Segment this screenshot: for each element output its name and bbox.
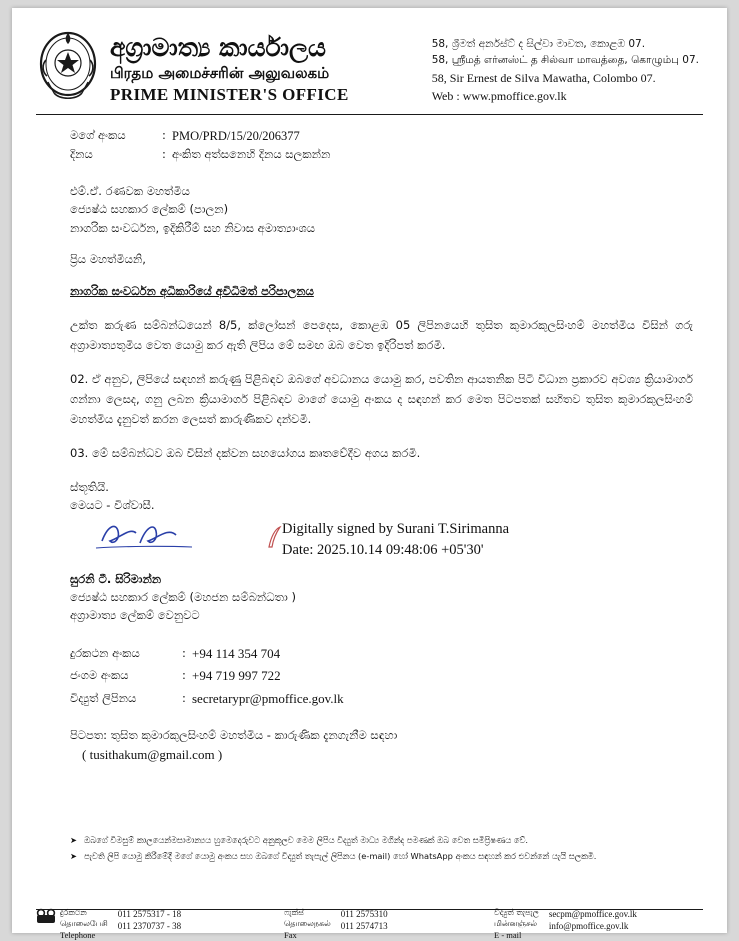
carbon-copy-block: [70, 727, 693, 765]
footer-label-sinhala: විද්‍යුත් තැපැල: [494, 908, 539, 917]
contact-label: ජංගම අංකය: [70, 668, 129, 683]
org-name-sinhala: අග්‍රාමාත්‍ය කාර්යාලය: [110, 33, 327, 62]
addressee-line-2: ජ්‍යෙෂ්ඨ සහකාර ලේකම් (පාලන): [70, 202, 229, 217]
thanks-line: ස්තූතියි.: [70, 480, 109, 495]
contact-colon: :: [182, 691, 186, 706]
date-colon: :: [162, 147, 166, 162]
footnotes: [70, 834, 693, 867]
footer-value: 011 2370737 - 38: [117, 921, 182, 932]
footer-telephone-block: [36, 908, 284, 941]
letterhead: [12, 8, 727, 106]
office-address: [432, 30, 703, 106]
reference-colon: :: [162, 127, 166, 142]
organisation-names: [110, 30, 349, 105]
reference-row: [70, 127, 693, 146]
contact-row: [70, 665, 693, 688]
signature-area: [70, 515, 693, 569]
date-value: අංකිත අත්සනෙහි දිනය සලකන්න: [172, 147, 331, 162]
letter-page: [12, 8, 727, 940]
contact-colon: :: [182, 645, 186, 660]
arrow-bullet-icon: ➤: [70, 835, 77, 845]
footer-telephone-label: [60, 908, 108, 941]
digital-signature-text: [282, 519, 509, 561]
letter-body: [12, 115, 727, 765]
paragraph-2: 02. ඒ අනුව, ලිපියේ සඳහන් කරුණු පිළිබඳව ඔබගේ අවධානය යොමු කර, පවතින ආයතනික පිටි විධාන ප්‍රකාරව අවශ්‍ය ක්‍රියාමාර්ග ගන්නා ලෙසද, ගනු ලබන ක්‍රියාමාර්ග පිළිබඳව මාගේ යොමු අංකය ද සඳහන් කර මෙත පිටපතක් සහිතව තුසිත කුමාරකුලසිංහම් මහත්මිය දැනුවත් කරන ලෙසත් කාරුණිකව දන්වමි.: [70, 371, 693, 427]
addressee-block: [70, 182, 693, 237]
footer-label-english: Fax: [284, 929, 297, 940]
footer-label-sinhala: ෆැක්ස්: [284, 908, 304, 917]
footer-email-label: [494, 908, 539, 941]
contact-label: විද්‍යුත් ලිපිනය: [70, 691, 137, 706]
footer-value: 011 2574713: [340, 921, 388, 932]
contact-details: [70, 643, 693, 711]
footnote-text: පැවති ලිපි යොමු කිරීමේදී මගේ යොමු අංකය සහ ඔබගේ විද්‍යුත් තැපැල් ලිපිනය (e-mail) හෝ WhatsApp අංකය සඳහන් කර එවන්නේ යැයි සලකමි.: [84, 851, 597, 862]
contact-value: +94 719 997 722: [192, 668, 281, 684]
org-name-english: PRIME MINISTER'S OFFICE: [110, 85, 349, 105]
footer-email-block: [494, 908, 703, 941]
contact-value: secretarypr@pmoffice.gov.lk: [192, 691, 344, 707]
footer-label-tamil: மின்னஞ்சல்: [494, 918, 538, 928]
date-label: දිනය: [70, 147, 93, 162]
footer-value: 011 2575317 - 18: [117, 909, 182, 919]
footer-value: info@pmoffice.gov.lk: [548, 921, 629, 932]
cc-email: ( tusithakum@gmail.com ): [82, 746, 223, 762]
signatory-name: සුරනි ටී. සිරිමාන්න: [70, 572, 162, 587]
footer-telephone-values: [118, 908, 181, 932]
reference-label: මගේ අංකය: [70, 127, 126, 142]
cc-line: [70, 727, 693, 745]
contact-colon: :: [182, 668, 186, 683]
page-footer: [36, 908, 703, 941]
address-line-english: 58, Sir Ernest de Silva Mawatha, Colombo 07.: [431, 70, 656, 85]
website-line: Web : www.pmoffice.gov.lk: [431, 89, 567, 104]
yours-faithfully-line: මෙයට - විශ්වාසී.: [70, 498, 155, 513]
contact-row: [70, 643, 693, 666]
addressee-line-1: එම්.ඒ. රණවක මහත්මිය: [70, 183, 190, 198]
handwritten-signature: [96, 517, 216, 551]
contact-value: +94 114 354 704: [192, 645, 281, 661]
cc-label: පිටපත:: [70, 727, 108, 742]
footnote-text: ඔබගේ විමසුම් කාලයෙන්මසාමාන්‍යය හුමෙදෙරුවට අනුකූලව මෙම ලිපිය විද්‍යුත් මාධ්‍ය මගින්ද පමණක් ඔබ වෙත සමීප්‍රිෂණය වේ.: [84, 835, 529, 845]
reference-value: PMO/PRD/15/20/206377: [172, 128, 300, 143]
signatory-block: [70, 571, 693, 624]
national-emblem-icon: [36, 30, 100, 104]
paragraph-1: උක්ත කරුණ සම්බන්ධයෙන් 8/5, ක්ලෝසන් පෙදෙස, කොළඹ 05 ලිපිනයෙහි තුසිත කුමාරකුලසිංහම් මහත්මිය විසින් ගරු අග්‍රාමාත්‍යතුමිය වෙත යොමු කර ඇති ලිපිය මේ සමඟ ඔබ වෙත ඉදිරිපත් කරමි.: [70, 317, 693, 352]
digital-signature-line-2: Date: 2025.10.14 09:48:06 +05'30': [282, 542, 484, 559]
contact-row: [70, 688, 693, 711]
footer-value: 011 2575310: [340, 909, 388, 919]
footer-value: secpm@pmoffice.gov.lk: [548, 909, 637, 919]
footnote-item: [70, 834, 693, 846]
date-row: [70, 146, 693, 164]
footer-label-tamil: தொலைநகல்: [284, 918, 331, 928]
footer-fax-values: [341, 908, 388, 932]
signatory-title: ජ්‍යෙෂ්ඨ සහකාර ලේකම් (මහජන සම්බන්ධතා ): [70, 589, 296, 604]
footer-label-english: Telephone: [60, 929, 96, 940]
address-line-tamil: 58, ஸ்ரீமத் எர்னஸ்ட் த சில்வா மாவத்தை, கொழும்பு 07.: [431, 54, 699, 67]
closing-block: [70, 479, 693, 515]
org-name-tamil: பிரதம அமைச்சரின் அலுவலகம்: [110, 63, 330, 82]
footer-label-english: E - mail: [494, 929, 522, 940]
footer-fax-block: [284, 908, 494, 941]
paragraph-3: 03. මේ සම්බන්ධව ඔබ විසින් දක්වන සහයෝගය කෘතවේදීව අගය කරමි.: [70, 446, 421, 461]
arrow-bullet-icon: ➤: [70, 851, 77, 862]
footer-email-values: [549, 908, 637, 932]
footer-label-tamil: தொலைபேசி: [60, 918, 108, 928]
contact-label: දුරකථන අංකය: [70, 645, 140, 660]
cc-text: තුසිත කුමාරකුලසිංහම් මහත්මිය - කාරුණික දැනගැනීම සඳහා: [110, 727, 398, 742]
subject-line: නාගරික සංවර්ධන අධිකාරියේ අවිධිමත් පරිපාලනය: [70, 283, 314, 298]
address-line-sinhala: 58, ශ්‍රීමත් අර්නස්ට් ද සිල්වා මාවත, කොළඹ 07.: [431, 38, 646, 50]
addressee-line-3: නාගරික සංවර්ධන, ඉදිකිරීම් සහ නිවාස අමාත්‍යාංශය: [70, 220, 316, 235]
salutation: ප්‍රිය මහත්මියනි,: [70, 252, 146, 267]
footer-fax-label: [284, 908, 331, 941]
footnote-item: [70, 850, 693, 862]
footer-label-sinhala: දුරකථන: [60, 908, 87, 917]
telephone-icon: [36, 908, 60, 927]
signatory-for: අග්‍රාමාත්‍ය ලේකම් වෙනුවට: [70, 607, 200, 622]
digital-signature-line-1: Digitally signed by Surani T.Sirimanna: [282, 521, 510, 538]
